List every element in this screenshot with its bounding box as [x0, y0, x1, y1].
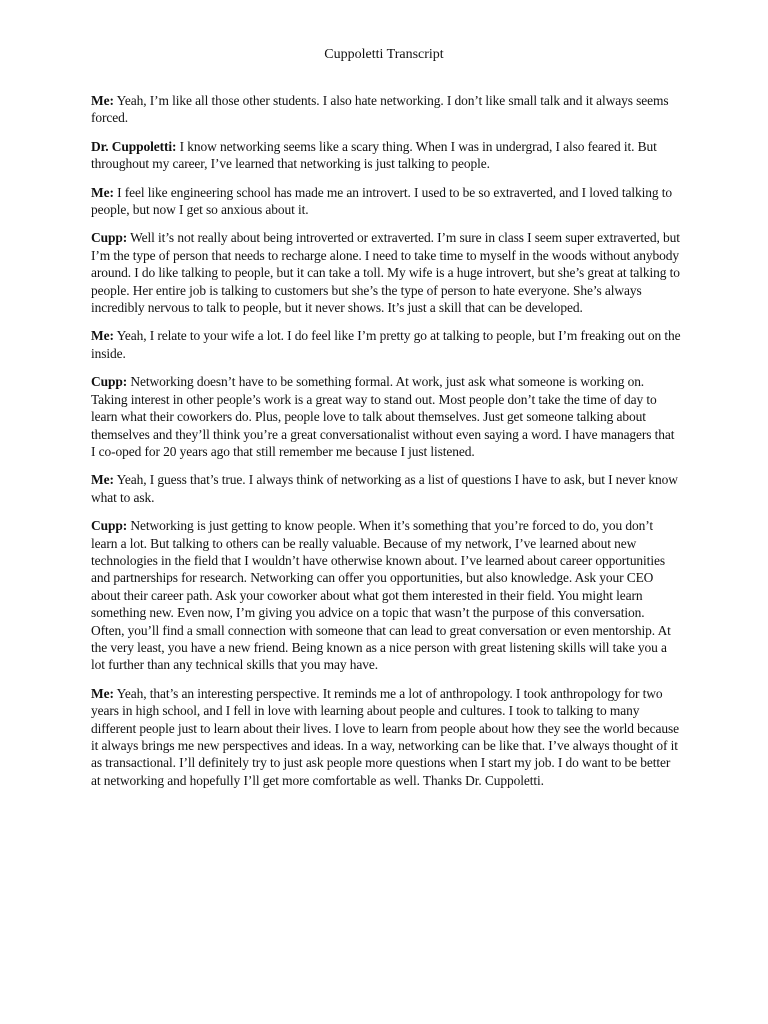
transcript-paragraph: [91, 517, 681, 674]
paragraph-text: Networking is just getting to know people. When it’s something that you’re forced to do, you don’t learn a lot. But talking to others can be really valuable. Because of my network, I’ve learned about new technologies in the field that I wouldn’t have otherwise known about. I’ve learned about career opportunities and partnerships for research. Networking can offer you opportunities, but also knowledge. Ask your CEO about their career path. Ask your coworker about what got them interested in their field. You might learn something new. Even now, I’m giving you advice on a topic that wasn’t the purpose of this conversation. Often, you’ll find a small connection with someone that can lead to great conversation or even mentorship. At the very least, you have a new friend. Being known as a nice person with great listening skills will take you a lot further than any technical skills that you may have.: [91, 518, 671, 673]
transcript-paragraph: [91, 685, 681, 789]
transcript-paragraph: [91, 471, 681, 506]
transcript-body: [91, 92, 681, 800]
speaker-label: Me:: [91, 328, 114, 344]
paragraph-text: Yeah, that’s an interesting perspective. It reminds me a lot of anthropology. I took anthropology for two years in high school, and I fell in love with learning about people and cultures. I took to talking to many different people just to learn about their lives. I love to learn from people about how they see the world because it always brings me new perspectives and ideas. In a way, networking can be like that. I’ve always thought of it as transactional. I’ll definitely try to just ask people more questions when I start my job. I do want to be better at networking and hopefully I’ll get more comfortable as well. Thanks Dr. Cuppoletti.: [91, 685, 679, 788]
speaker-label: Me:: [91, 93, 114, 108]
transcript-paragraph: [91, 184, 681, 219]
transcript-paragraph: [91, 373, 681, 460]
paragraph-text: Well it’s not really about being introverted or extraverted. I’m sure in class I seem super extraverted, but I’m the type of person that needs to recharge alone. I need to take time to myself in the woods without anybody around. I do like talking to people, but it can take a toll. My wife is a huge introvert, but she’s great at talking to people. Her entire job is talking to customers but she’s the type of person to hate everyone. She’s always incredibly nervous to talk to people, but it never shows. It’s just a skill that can be developed.: [91, 230, 680, 316]
transcript-paragraph: [91, 92, 681, 127]
document-title: Cuppoletti Transcript: [324, 47, 444, 62]
speaker-label: Me:: [91, 685, 114, 701]
paragraph-text: Yeah, I relate to your wife a lot. I do feel like I’m pretty go at talking to people, but I’m freaking out on the inside.: [91, 328, 681, 361]
speaker-label: Me:: [91, 472, 114, 488]
speaker-label: Cupp:: [91, 518, 128, 534]
paragraph-text: Networking doesn’t have to be something formal. At work, just ask what someone is working on. Taking interest in other people’s work is a great way to stand out. Most people don’t take the time of day to learn what their coworkers do. Plus, people love to talk about themselves. Just get someone talking about themselves and they’ll think you’re a great conversationalist without even saying a word. I have managers that I co-oped for 20 years ago that still remember me because I just listened.: [91, 374, 675, 459]
speaker-label: Cupp:: [91, 374, 128, 390]
transcript-paragraph: [91, 138, 681, 173]
transcript-paragraph: [91, 327, 681, 362]
paragraph-text: Yeah, I guess that’s true. I always think of networking as a list of questions I have to ask, but I never know what to ask.: [91, 472, 678, 505]
paragraph-text: Yeah, I’m like all those other students. I also hate networking. I don’t like small talk and it always seems forced.: [91, 93, 669, 126]
speaker-label: Me:: [91, 184, 114, 200]
speaker-label: Dr. Cuppoletti:: [91, 138, 177, 154]
paragraph-text: I feel like engineering school has made me an introvert. I used to be so extraverted, and I loved talking to people, but now I get so anxious about it.: [91, 184, 672, 218]
speaker-label: Cupp:: [91, 230, 128, 246]
transcript-paragraph: [91, 229, 681, 316]
paragraph-text: I know networking seems like a scary thing. When I was in undergrad, I also feared it. But throughout my career, I’ve learned that networking is just talking to people.: [91, 138, 657, 172]
